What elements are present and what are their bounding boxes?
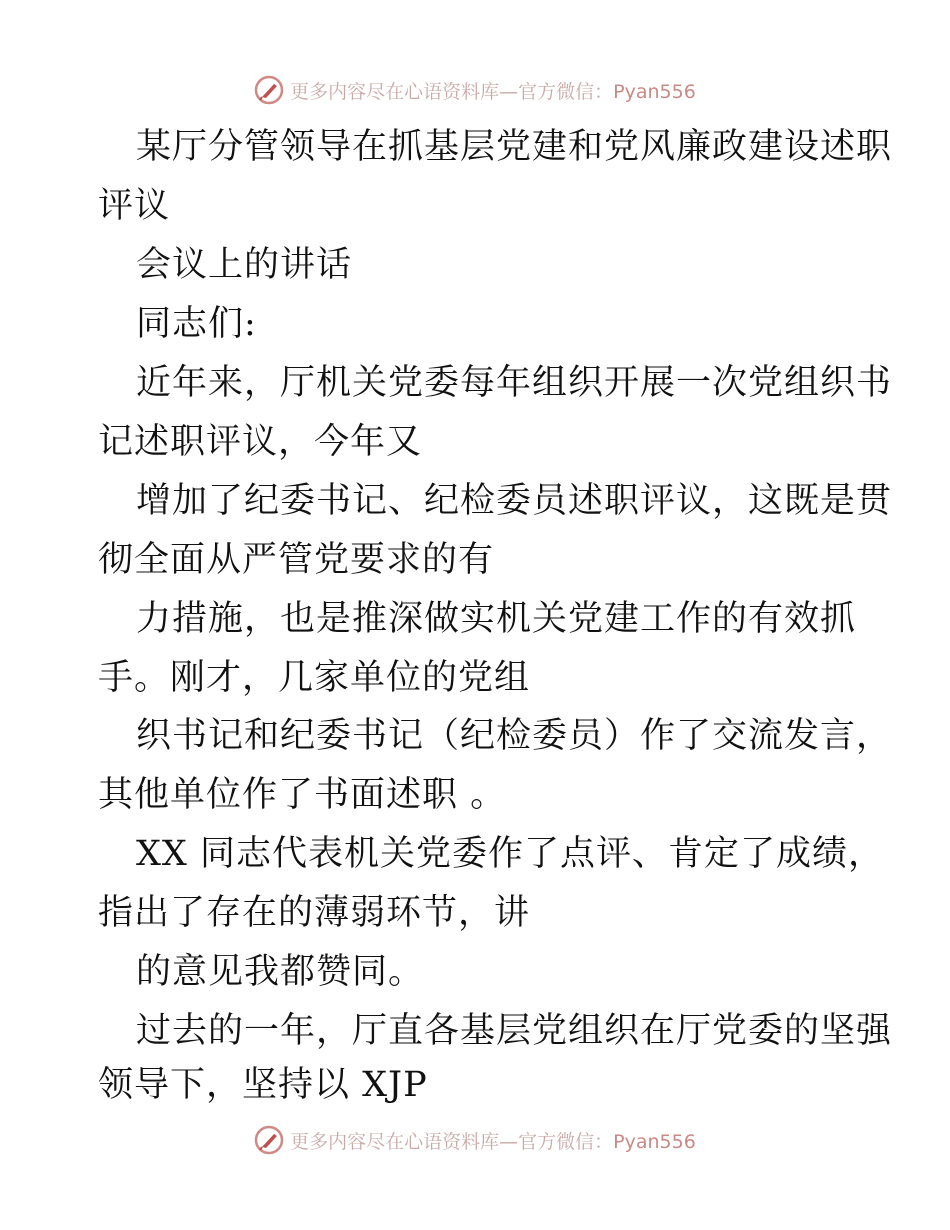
doc-line: 评议 <box>98 186 171 226</box>
watermark-text: 更多内容尽在心语资料库—官方微信： <box>290 80 614 103</box>
quill-pen-logo-icon <box>254 1125 284 1155</box>
doc-line: 指出了存在的薄弱环节，讲 <box>98 893 531 933</box>
doc-line: 过去的一年，厅直各基层党组织在厅党委的坚强 <box>136 1011 893 1051</box>
doc-line: 记述职评议，今年又 <box>98 422 423 462</box>
doc-line: 彻全面从严管党要求的有 <box>98 540 495 580</box>
doc-line: 会议上的讲话 <box>136 245 353 285</box>
doc-line: 近年来，厅机关党委每年组织开展一次党组织书 <box>136 363 893 403</box>
doc-line: 织书记和纪委书记（纪检委员）作了交流发言， <box>136 716 893 756</box>
quill-pen-logo-icon <box>254 75 284 105</box>
doc-line: 增加了纪委书记、纪检委员述职评议，这既是贯 <box>136 481 893 521</box>
watermark-wechat-id: Pyan556 <box>613 1130 696 1153</box>
doc-line: 力措施，也是推深做实机关党建工作的有效抓 <box>136 599 857 639</box>
doc-line: 手。刚才，几家单位的党组 <box>98 658 531 698</box>
watermark-wechat-id: Pyan556 <box>613 80 696 103</box>
watermark-text: 更多内容尽在心语资料库—官方微信： <box>290 1130 614 1153</box>
footer-watermark <box>0 1120 950 1160</box>
doc-line: 某厅分管领导在抓基层党建和党风廉政建设述职 <box>136 127 893 167</box>
doc-line: 同志们: <box>136 304 257 344</box>
doc-line: XX 同志代表机关党委作了点评、肯定了成绩， <box>136 834 884 874</box>
header-watermark <box>0 70 950 110</box>
doc-line: 的意见我都赞同。 <box>136 952 425 992</box>
doc-line: 其他单位作了书面述职 。 <box>98 775 507 815</box>
doc-line: 领导下，坚持以 XJP <box>98 1065 428 1105</box>
